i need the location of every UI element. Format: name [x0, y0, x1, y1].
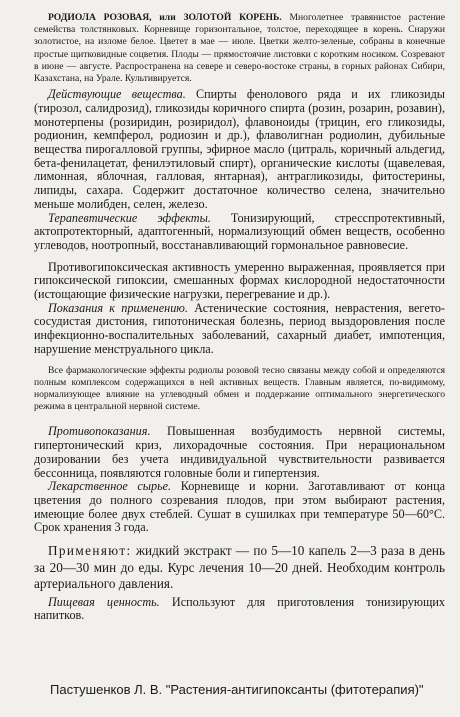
plant-title: РОДИОЛА РОЗОВАЯ, или ЗОЛОТОЙ КОРЕНЬ.: [48, 12, 282, 23]
antihypoxic-paragraph: [34, 261, 445, 302]
intro-paragraph: [34, 12, 445, 85]
indications-heading: Показания к применению.: [48, 300, 188, 315]
usage-text: жидкий экстракт — по 5—10 капель 2—3 раза в день за 20—30 мин до еды. Курс лечения 10—20 дней. Необходим контроль артериального давления.: [34, 543, 445, 592]
contraindications-paragraph: [34, 425, 445, 480]
raw-material-text: Корневище и корни. Заготавливают от конца цветения до полного созревания плодов, при этом выбирают растения, имеющие более двух стеблей. Сушат в сушилках при температуре 50—60°С. Срок хранения 3 года.: [34, 479, 446, 535]
raw-material-heading: Лекарственное сырье.: [48, 479, 172, 494]
note-text: Все фармакологические эффекты родиолы розовой тесно связаны между собой и определяются полным комплексом содержащихся в ней активных веществ. Главным является, по-видимому, нормализующее влияние на углеводный обмен и поддержание оптимального энергетического режима в центральной нервной системе.: [34, 364, 445, 413]
active-substances-paragraph: [34, 88, 445, 211]
therapeutic-effects-heading: Терапевтические эффекты.: [48, 210, 211, 225]
therapeutic-effects-paragraph: [34, 212, 445, 253]
usage-paragraph: [34, 543, 445, 593]
note-paragraph: [34, 365, 445, 414]
intro-text: Многолетнее травянистое растение семейства толстянковых. Корневище горизонтальное, толстое, переходящее в корень. Снаружи золотистое, на изломе белое. Цветет в мае — июле. Цветки желто-зеленые, собраны в конечные простые щитковидные соцветия. Плоды — прямостоячие листовки с коротким носиком. Созревают в июне — августе. Распространена на севере и северо-востоке страны, в горных районах Сибири, Казахстана, на Урале. Культивируется.: [34, 12, 445, 85]
active-substances-text: Спирты фенолового ряда и их гликозиды (тирозол, салидрозид), гликозиды коричного спирта (розин, розарин, розавин), монотерпены (розиридин, розиридол), флавоноиды (трицин, его гликозиды, родионин, кемпферол, родиозин и др.), флаволигнан родиолин, дубильные вещества пирогалловой группы, эфирное масло (цитраль, коричный альдегид, бета-фенилацетат, фенилэтиловый спирт), органические кислоты (щавелевая, лимонная, яблочная, галловая, янтарная), антрагликозиды, фитостерины, липиды, сахара. Содержит достаточное количество селена, значительно меньше молибден, селен, железо.: [34, 87, 445, 211]
antihypoxic-text: Противогипоксическая активность умеренно выраженная, проявляется при гипоксической гипоксии, смешанных формах кислородной недостаточности (истощающие физические нагрузки, перегревание и др.).: [34, 259, 445, 302]
source-citation: Пастушенков Л. В. "Растения-антигипоксанты (фитотерапия)": [50, 682, 424, 697]
usage-heading: Применяют:: [48, 543, 132, 559]
food-value-text: Используют для приготовления тонизирующих напитков.: [34, 594, 445, 623]
contraindications-text: Повышенная возбудимость нервной системы, гипертонический криз, лихорадочные состояния. При нерациональном дозировании без учета индивидуальной чувствительности развивается бессонница, появляются головные боли и гипертензия.: [34, 424, 445, 480]
food-value-paragraph: [34, 596, 445, 623]
raw-material-paragraph: [34, 480, 445, 535]
food-value-heading: Пищевая ценность.: [48, 594, 160, 609]
indications-text: Астенические состояния, неврастения, вегето-сосудистая дистония, гипотоническая болезнь, период выздоровления после инфекционно-воспалительных заболеваний, сахарный диабет, импотенция, нарушение менструального цикла.: [34, 300, 445, 356]
indications-paragraph: [34, 302, 445, 357]
therapeutic-effects-text: Тонизирующий, стресспротективный, актопротекторный, адаптогенный, нормализующий обмен веществ, особенно углеводов, ноотропный, восстанавливающий гормональное равновесие.: [34, 210, 446, 252]
contraindications-heading: Противопоказания.: [48, 424, 151, 439]
active-substances-heading: Действующие вещества.: [48, 87, 186, 102]
